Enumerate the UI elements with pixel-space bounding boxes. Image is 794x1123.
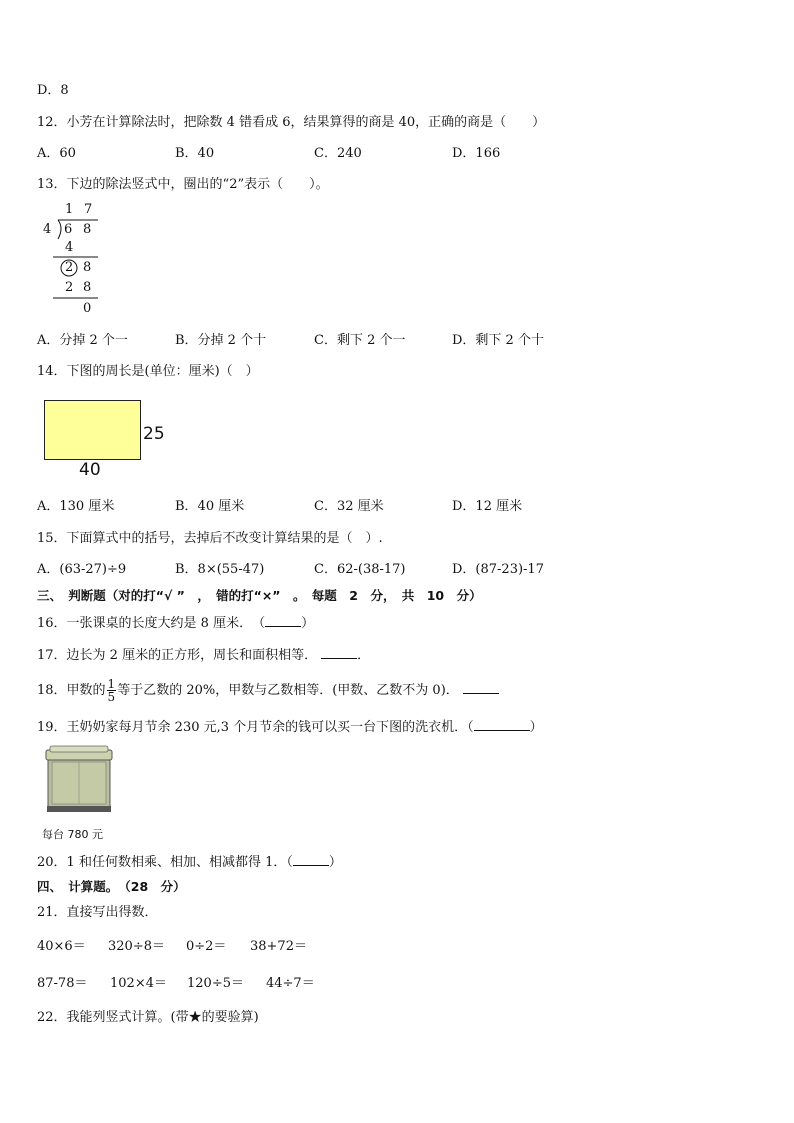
washing-machine-price-caption: 每台 780 元 xyxy=(42,828,103,841)
calc-item: 102×4＝ xyxy=(110,976,167,991)
q15-option-c: C．62-(38-17) xyxy=(314,562,406,577)
quotient-ones: 7 xyxy=(84,202,93,217)
quotient-tens: 1 xyxy=(65,202,74,217)
q18-pre: 18．甲数的 xyxy=(37,683,106,698)
calc-item: 40×6＝ xyxy=(37,939,86,954)
calc-item: 44÷7＝ xyxy=(266,976,315,991)
q17-answer-blank[interactable] xyxy=(321,645,357,659)
divisor: 4 xyxy=(43,222,52,237)
yellow-rectangle xyxy=(44,400,141,460)
q16-line xyxy=(37,613,314,633)
q17-line xyxy=(37,645,370,665)
q13-option-a: A．分掉 2 个一 xyxy=(37,333,128,348)
section3-title: 三、 判断题（对的打“√ ” ， 错的打“×” 。 每题 2 分， 共 10 分） xyxy=(37,588,482,603)
section4-title: 四、 计算题。 （28 分） xyxy=(37,879,186,894)
q20-stem: 20．1 和任何数相乘、相加、相减都得 1．（ xyxy=(37,855,293,870)
q22-stem: 22．我能列竖式计算。(带★的要验算) xyxy=(37,1010,259,1025)
q14-option-c: C．32 厘米 xyxy=(314,499,384,514)
step1-product: 4 xyxy=(65,240,74,255)
q12-stem: 12．小芳在计算除法时，把除数 4 错看成 6，结果算得的商是 40，正确的商是（ ） xyxy=(37,115,546,130)
dividend-ones: 8 xyxy=(83,222,92,237)
q13-option-c: C．剩下 2 个一 xyxy=(314,333,406,348)
q15-option-b: B．8×(55-47) xyxy=(175,562,265,577)
washing-machine-image xyxy=(44,744,116,814)
division-lines xyxy=(38,202,118,320)
q19-close: ） xyxy=(529,720,543,735)
q14-option-a: A．130 厘米 xyxy=(37,499,115,514)
q12-option-a: A．60 xyxy=(37,146,76,161)
step2-tens: 2 xyxy=(65,280,74,295)
q13-option-b: B．分掉 2 个十 xyxy=(175,333,267,348)
q18-post: 等于乙数的 20%，甲数与乙数相等．(甲数、乙数不为 0)． xyxy=(117,683,459,698)
q19-stem: 19．王奶奶家每月节余 230 元,3 个月节余的钱可以买一台下图的洗衣机．（ xyxy=(37,720,474,735)
rect-height-label: 25 xyxy=(143,424,165,444)
circled-digit: 2 xyxy=(65,260,74,275)
calc-item: 38+72＝ xyxy=(250,939,307,954)
q14-option-d: D．12 厘米 xyxy=(452,499,523,514)
q14-stem: 14．下图的周长是(单位：厘米)（ ） xyxy=(37,364,259,379)
q16-stem: 16．一张课桌的长度大约是 8 厘米． （ xyxy=(37,616,266,631)
calc-item: 120÷5＝ xyxy=(187,976,244,991)
final-remainder: 0 xyxy=(83,301,92,316)
q19-answer-blank[interactable] xyxy=(474,717,530,731)
q15-option-d: D．(87-23)-17 xyxy=(452,562,544,577)
q13-stem: 13．下边的除法竖式中，圈出的“2”表示（ ）。 xyxy=(37,177,329,192)
q20-line xyxy=(37,852,342,872)
q18-line xyxy=(37,677,499,705)
q12-option-d: D．166 xyxy=(452,146,501,161)
q13-option-d: D．剩下 2 个十 xyxy=(452,333,544,348)
dividend-tens: 6 xyxy=(64,222,73,237)
q18-frac-den: 5 xyxy=(107,690,116,704)
q12-option-b: B．40 xyxy=(175,146,215,161)
long-division-figure xyxy=(38,202,118,320)
q21-stem: 21．直接写出得数． xyxy=(37,905,158,920)
q16-answer-blank[interactable] xyxy=(265,613,301,627)
q18-frac-num: 1 xyxy=(107,677,116,691)
q15-option-a: A．(63-27)÷9 xyxy=(37,562,127,577)
q11-option-d: D．8 xyxy=(37,83,69,98)
q15-stem: 15．下面算式中的括号，去掉后不改变计算结果的是（ ）. xyxy=(37,531,383,546)
q14-option-b: B．40 厘米 xyxy=(175,499,245,514)
q16-close: ） xyxy=(301,616,315,631)
q18-fraction xyxy=(107,678,117,703)
q18-answer-blank[interactable] xyxy=(463,680,499,694)
step2-ones: 8 xyxy=(83,280,92,295)
calc-item: 87-78＝ xyxy=(37,976,88,991)
q19-line xyxy=(37,717,543,737)
remainder-ones: 8 xyxy=(83,260,92,275)
calc-item: 320÷8＝ xyxy=(108,939,165,954)
q17-stem: 17．边长为 2 厘米的正方形，周长和面积相等． xyxy=(37,648,318,663)
q20-answer-blank[interactable] xyxy=(293,852,329,866)
q20-close: ） xyxy=(328,855,342,870)
rect-width-label: 40 xyxy=(79,460,101,480)
q12-option-c: C．240 xyxy=(314,146,362,161)
q17-tail: ． xyxy=(357,648,371,663)
calc-item: 0÷2＝ xyxy=(186,939,227,954)
